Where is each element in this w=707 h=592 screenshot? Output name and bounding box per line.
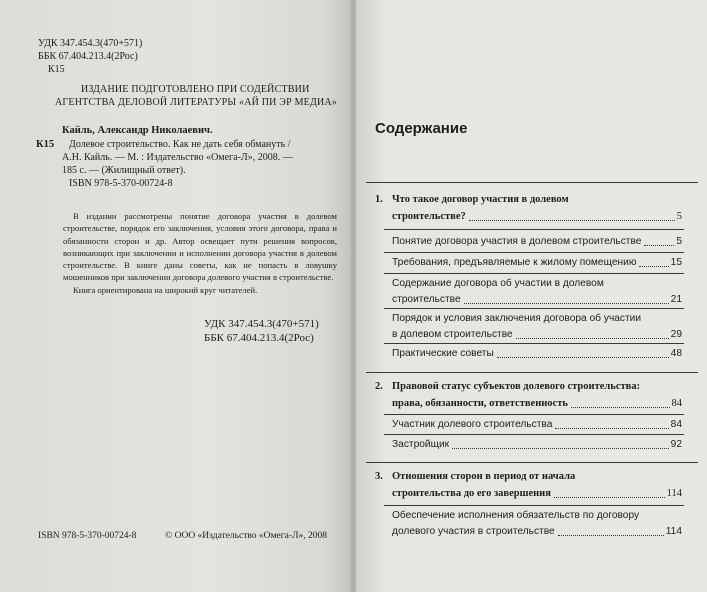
page-number: 5 xyxy=(676,236,682,247)
page-number: 48 xyxy=(670,348,682,359)
toc-entry[interactable] xyxy=(392,508,682,540)
leader-dots xyxy=(554,497,665,498)
chapter-number: 3. xyxy=(375,471,383,482)
page-number: 92 xyxy=(670,439,682,450)
biblio-line-2: А.Н. Кайль. — М. : Издательство «Омега-Л», 2008. — xyxy=(62,152,293,163)
toc-entry[interactable] xyxy=(392,276,682,308)
entry-divider xyxy=(384,414,684,415)
author-heading: Кайль, Александр Николаевич. xyxy=(62,125,213,136)
entry-title: Понятие договора участия в долевом строительстве xyxy=(392,236,642,247)
bbk-code-bottom: ББК 67.404.213.4(2Рос) xyxy=(204,332,314,344)
page-number: 15 xyxy=(670,257,682,268)
toc-entry[interactable] xyxy=(392,346,682,362)
entry-divider xyxy=(384,308,684,309)
page-number: 29 xyxy=(670,329,682,340)
toc-entry[interactable] xyxy=(392,234,682,250)
biblio-isbn: ISBN 978-5-370-00724-8 xyxy=(69,178,173,189)
chapter-divider xyxy=(366,372,698,373)
entry-divider xyxy=(384,252,684,253)
entry-title-line2: строительстве xyxy=(392,294,461,305)
chapter-divider xyxy=(366,462,698,463)
toc-entry[interactable] xyxy=(392,255,682,271)
footer-isbn: ISBN 978-5-370-00724-8 xyxy=(38,531,137,541)
left-page-imprint xyxy=(0,0,352,592)
chapter-divider xyxy=(366,182,698,183)
chapter-title-line1: Что такое договор участия в долевом xyxy=(392,194,569,205)
chapter-title-line2: строительстве? xyxy=(392,211,466,222)
chapter-entry[interactable] xyxy=(392,209,682,225)
leader-dots xyxy=(452,448,669,449)
page-number: 21 xyxy=(670,294,682,305)
leader-dots xyxy=(639,266,668,267)
toc-entry[interactable] xyxy=(392,311,682,343)
entry-divider xyxy=(384,273,684,274)
chapter-title-line1: Отношения сторон в период от начала xyxy=(392,471,576,482)
entry-title: Участник долевого строительства xyxy=(392,419,553,430)
annotation xyxy=(63,210,337,296)
toc-entry[interactable] xyxy=(392,437,682,453)
leader-dots xyxy=(644,245,674,246)
leader-dots xyxy=(571,407,670,408)
chapter-number: 1. xyxy=(375,194,383,205)
contents-title: Содержание xyxy=(375,120,468,137)
publisher-notice-line1: ИЗДАНИЕ ПОДГОТОВЛЕНО ПРИ СОДЕЙСТВИИ xyxy=(81,84,310,95)
entry-divider xyxy=(384,229,684,230)
entry-title-line2: долевого участия в строительстве xyxy=(392,526,555,537)
entry-title: Требования, предъявляемые к жилому помещению xyxy=(392,257,637,268)
author-code-top: К15 xyxy=(48,64,65,75)
chapter-entry[interactable] xyxy=(392,486,682,502)
page-number: 5 xyxy=(676,211,682,222)
entry-title-line1: Содержание договора об участии в долевом xyxy=(392,278,604,289)
leader-dots xyxy=(558,535,664,536)
page-number: 84 xyxy=(671,398,682,409)
entry-title: Застройщик xyxy=(392,439,450,450)
chapter-title-line2: права, обязанности, ответственность xyxy=(392,398,568,409)
biblio-line-3: 185 с. — (Жилищный ответ). xyxy=(62,165,186,176)
chapter-title-line1: Правовой статус субъектов долевого строительства: xyxy=(392,381,641,392)
entry-title-line2: в долевом строительстве xyxy=(392,329,513,340)
chapter-number: 2. xyxy=(375,381,383,392)
publisher-notice-line2: АГЕНТСТВА ДЕЛОВОЙ ЛИТЕРАТУРЫ «АЙ ПИ ЭР МЕДИА» xyxy=(55,97,338,108)
entry-divider xyxy=(384,505,684,506)
udk-code-top: УДК 347.454.3(470+571) xyxy=(38,38,143,49)
entry-title: Практические советы xyxy=(392,348,494,359)
chapter-title-line2: строительства до его завершения xyxy=(392,488,551,499)
entry-title-line1: Обеспечение исполнения обязательств по договору xyxy=(392,510,640,521)
annotation-audience: Книга ориентирована на широкий круг читателей. xyxy=(73,284,258,295)
bbk-code-top: ББК 67.404.213.4(2Рос) xyxy=(38,51,138,62)
leader-dots xyxy=(464,303,669,304)
entry-title-line1: Порядок и условия заключения договора об участии xyxy=(392,313,642,324)
leader-dots xyxy=(497,357,669,358)
leader-dots xyxy=(516,338,669,339)
entry-divider xyxy=(384,343,684,344)
author-code-margin: К15 xyxy=(36,139,55,150)
toc-entry[interactable] xyxy=(392,417,682,433)
page-number: 114 xyxy=(665,526,682,537)
entry-divider xyxy=(384,434,684,435)
page-number: 84 xyxy=(670,419,682,430)
leader-dots xyxy=(469,220,675,221)
annotation-paragraph: В издании рассмотрены понятие договора участия в долевом строительстве, порядок его заключения, условия этого договора, права и обязанности сторон и др. Автор освещает пути решения вопросов, возникающих при заключении и исполнении договора участия в долевом строительстве. В книге даны советы, как не попасть в ловушку мошенников при заключении договора долевого участия в строительстве. xyxy=(63,211,337,283)
chapter-entry[interactable] xyxy=(392,396,682,412)
footer-copyright: © ООО «Издательство «Омега-Л», 2008 xyxy=(165,531,327,541)
page-number: 114 xyxy=(666,488,682,499)
biblio-line-1: Долевое строительство. Как не дать себя обмануть / xyxy=(69,139,291,150)
leader-dots xyxy=(555,428,668,429)
udk-code-bottom: УДК 347.454.3(470+571) xyxy=(204,318,319,330)
right-page-contents xyxy=(356,0,707,592)
